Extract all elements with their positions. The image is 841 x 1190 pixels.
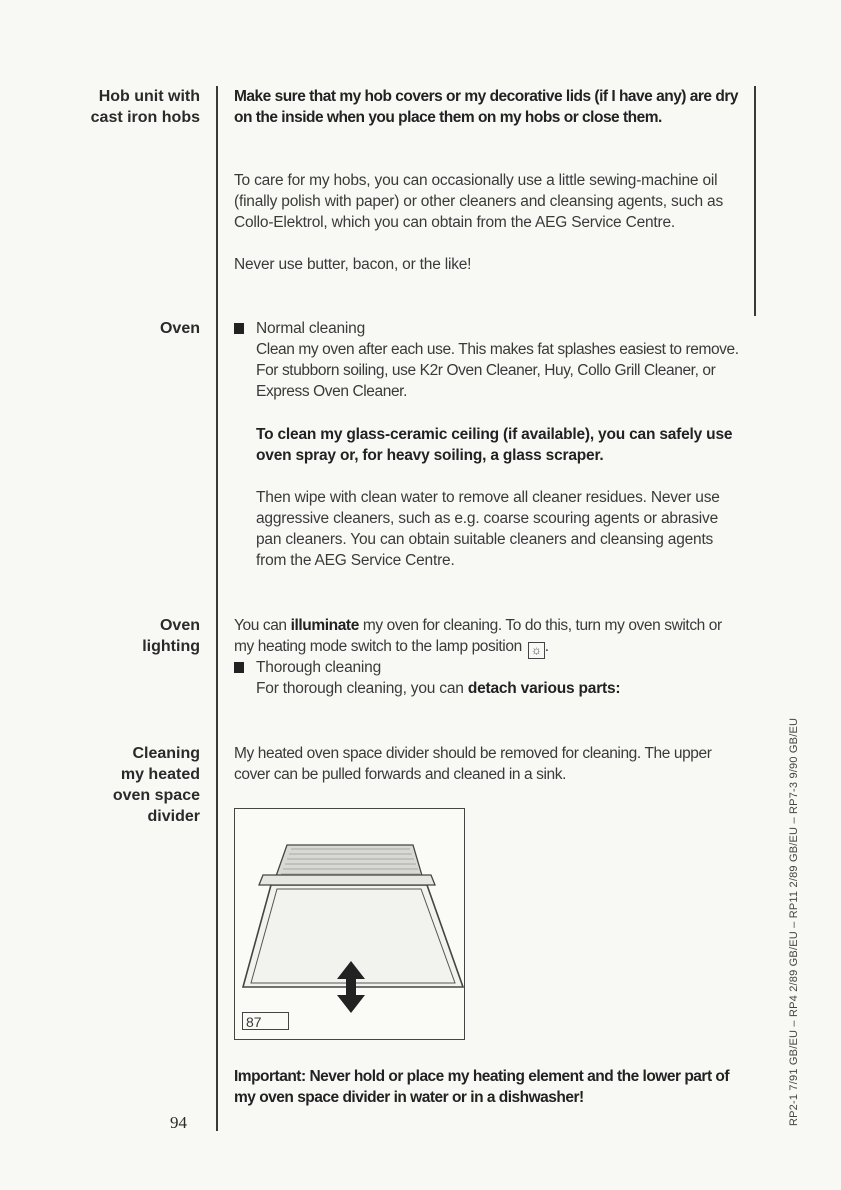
lighting-text-b: my oven for cleaning. To do this, turn my oven switch or my heating mode switch to the lamp position: [234, 617, 722, 655]
heading-hob-line2: cast iron hobs: [90, 109, 200, 126]
lighting-text-bold: illuminate: [290, 617, 359, 634]
thorough-text-bold: detach various parts:: [467, 680, 621, 697]
lighting-text: You can illuminate my oven for cleaning. To do this, turn my oven switch or my heating mode switch to the lamp position ☼ .: [234, 617, 722, 657]
divider-text: My heated oven space divider should be removed for cleaning. The upper cover can be pulled forwards and cleaned in a sink.: [234, 745, 712, 783]
heading-hob-line1: Hob unit with: [98, 88, 200, 105]
heading-lighting: [40, 615, 200, 657]
heading-divider: [40, 743, 200, 827]
figure-number: 87: [242, 1012, 289, 1030]
heading-divider-line3: oven space: [112, 787, 200, 804]
important-text: Never hold or place my heating element and the lower part of my oven space divider in water or in a dishwasher!: [234, 1068, 730, 1106]
thorough-text: [234, 678, 744, 699]
thorough-text-a: For thorough cleaning, you can: [256, 680, 468, 697]
lamp-icon: ☼: [528, 642, 545, 659]
side-code: RP2-1 7/91 GB/EU – RP4 2/89 GB/EU – RP11 2/89 GB/EU – RP7-3 9/90 GB/EU: [788, 717, 800, 1126]
heading-hob: [40, 86, 200, 128]
thorough-cleaning-label: Thorough cleaning: [256, 659, 381, 676]
column-rule: [216, 86, 218, 1131]
oven-wipe-text: Then wipe with clean water to remove all cleaner residues. Never use aggressive cleaners, such as e.g. coarse scouring agents or abrasive pan cleaners. You can obtain suitable cleaners and cleansing agents from the AEG Service Centre.: [256, 489, 720, 569]
oven-divider-illustration: [235, 809, 464, 1039]
oven-normal-text: Clean my oven after each use. This makes fat splashes easiest to remove. For stubborn soiling, use K2r Oven Cleaner, Huy, Collo Grill Cleaner, or Express Oven Cleaner.: [256, 341, 739, 400]
page-number: 94: [170, 1113, 187, 1132]
box-rule: [754, 86, 756, 316]
heading-divider-line2: my heated: [120, 766, 200, 783]
heading-lighting-line2: lighting: [142, 638, 200, 655]
oven-normal-title: [234, 318, 744, 339]
important-note: [234, 1066, 744, 1108]
heading-divider-line4: divider: [147, 808, 200, 825]
heading-lighting-line1: Oven: [159, 617, 200, 634]
heading-divider-line1: Cleaning: [132, 745, 200, 762]
oven-ceiling-note: To clean my glass-ceramic ceiling (if available), you can safely use oven spray or, for heavy soiling, a glass scraper.: [256, 426, 733, 464]
bullet-icon: [234, 323, 244, 334]
lighting-text-a: You can: [234, 617, 291, 634]
hob-care-text: To care for my hobs, you can occasionally use a little sewing-machine oil (finally polish with paper) or other cleaners and cleansing agents, such as Collo-Elektrol, which you can obtain from the AEG Service Centre.: [234, 172, 724, 231]
hob-never-text: Never use butter, bacon, or the like!: [234, 256, 472, 273]
hob-warning: Make sure that my hob covers or my decorative lids (if I have any) are dry on the inside when you place them on my hobs or close them.: [234, 88, 738, 126]
bullet-icon: [234, 662, 244, 673]
figure-oven-divider: [234, 808, 465, 1040]
heading-oven: Oven: [159, 320, 200, 337]
thorough-title: [234, 657, 744, 678]
important-label: Important:: [234, 1068, 306, 1085]
normal-cleaning-label: Normal cleaning: [256, 320, 365, 337]
